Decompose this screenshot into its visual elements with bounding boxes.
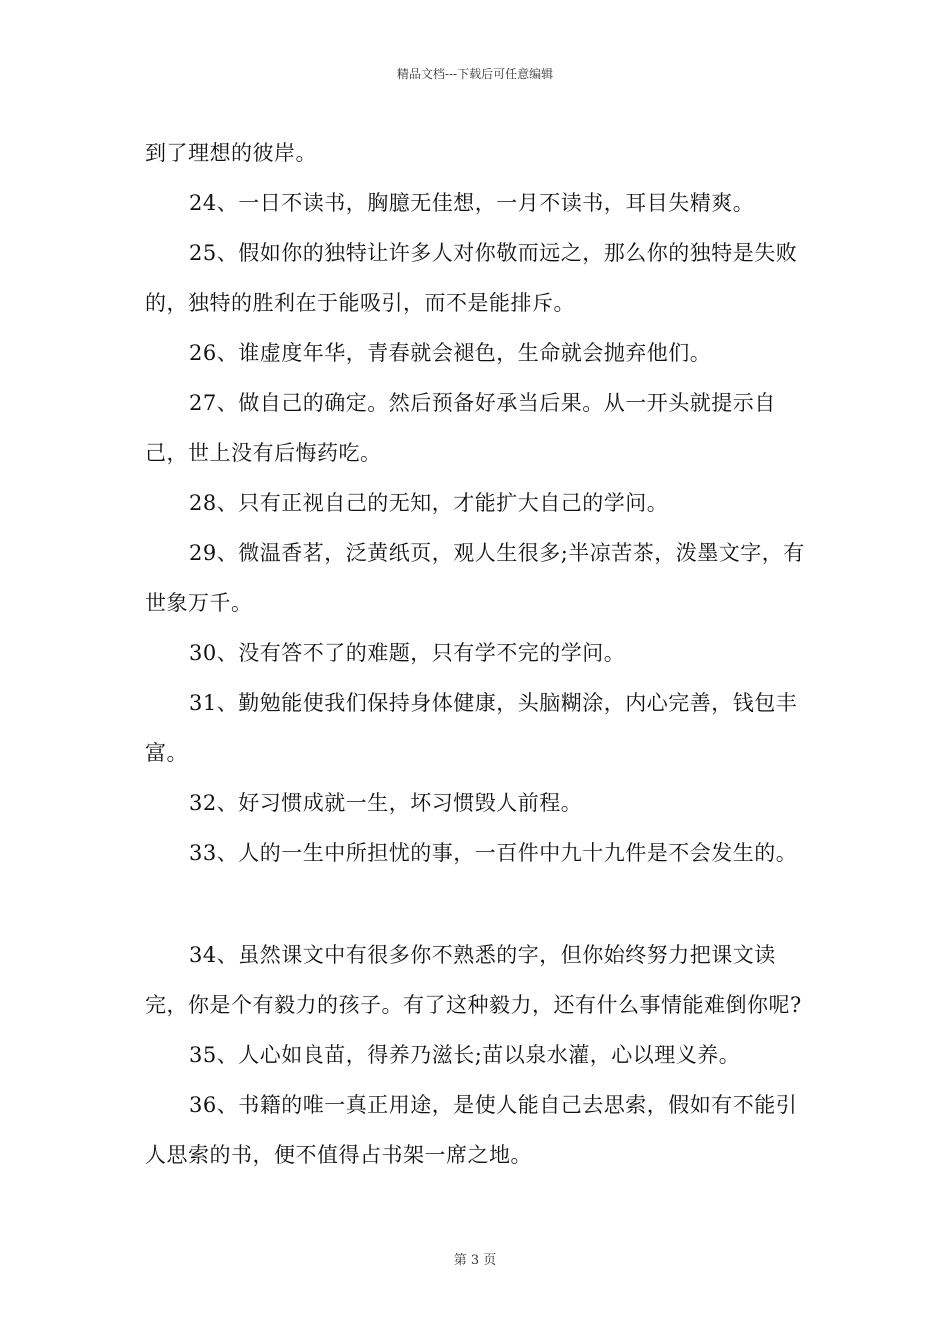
document-body bbox=[145, 128, 815, 1180]
paragraph-32: 32、好习惯成就一生，坏习惯毁人前程。 bbox=[189, 791, 583, 815]
paragraph-28: 28、只有正视自己的无知，才能扩大自己的学问。 bbox=[189, 491, 669, 515]
paragraph-35: 35、人心如良苗，得养乃滋长;苗以泉水灌，心以理义养。 bbox=[189, 1043, 741, 1067]
paragraph-34: 34、虽然课文中有很多你不熟悉的字，但你始终努力把课文读完，你是个有毅力的孩子。有了这种毅力，还有什么事情能难倒你呢? bbox=[145, 943, 802, 1017]
paragraph-26: 26、谁虚度年华，青春就会褪色，生命就会抛弃他们。 bbox=[189, 341, 712, 365]
paragraph-33: 33、人的一生中所担忧的事，一百件中九十九件是不会发生的。 bbox=[189, 841, 798, 865]
paragraph-36: 36、书籍的唯一真正用途，是使人能自己去思索，假如有不能引人思索的书，便不值得占书架一席之地。 bbox=[145, 1093, 798, 1167]
paragraph-31: 31、勤勉能使我们保持身体健康，头脑糊涂，内心完善，钱包丰富。 bbox=[145, 691, 798, 765]
paragraph-25: 25、假如你的独特让许多人对你敬而远之，那么你的独特是失败的，独特的胜利在于能吸引，而不是能排斥。 bbox=[145, 241, 798, 315]
page-number: 第 3 页 bbox=[453, 1253, 497, 1268]
page-header: 精品文档---下载后可任意编辑 bbox=[396, 67, 554, 81]
paragraph-continuation: 到了理想的彼岸。 bbox=[145, 141, 317, 165]
paragraph-29: 29、微温香茗，泛黄纸页，观人生很多;半凉苦茶，泼墨文字，有世象万千。 bbox=[145, 541, 805, 615]
paragraph-30: 30、没有答不了的难题，只有学不完的学问。 bbox=[189, 641, 626, 665]
paragraph-24: 24、一日不读书，胸臆无佳想，一月不读书，耳目失精爽。 bbox=[189, 191, 755, 215]
paragraph-27: 27、做自己的确定。然后预备好承当后果。从一开头就提示自己，世上没有后悔药吃。 bbox=[145, 391, 776, 465]
